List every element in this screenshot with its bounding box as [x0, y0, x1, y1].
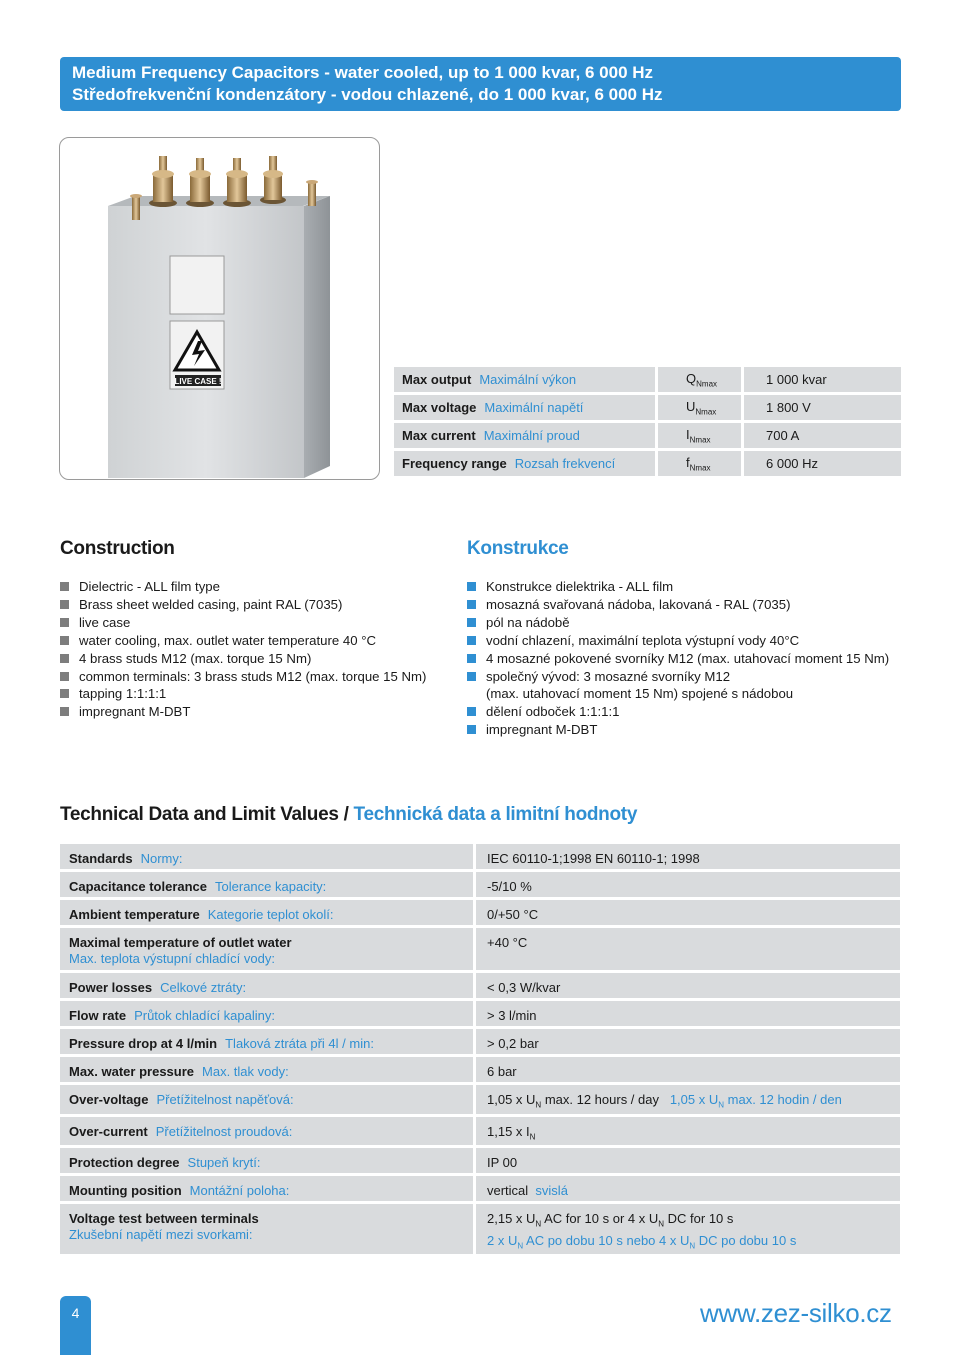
list-item: impregnant M-DBT [467, 721, 907, 739]
construction-list [60, 578, 460, 721]
table-row: Standards Normy: IEC 60110-1;1998 EN 60110-1; 1998 [60, 844, 900, 869]
warning-label: LIVE CASE ! [174, 377, 222, 386]
list-item: impregnant M-DBT [60, 703, 460, 721]
title-en: Medium Frequency Capacitors - water cooled, up to 1 000 kvar, 6 000 Hz [72, 63, 654, 82]
rating-label-cell [394, 423, 658, 448]
list-item: tapping 1:1:1:1 [60, 685, 460, 703]
rating-label-cell [394, 395, 658, 420]
rating-label-cell [394, 367, 658, 392]
rating-value: 1 800 V [744, 395, 901, 420]
rating-symbol: $f_{Nmax}$ [658, 451, 744, 476]
rating-label: Max output [402, 372, 472, 387]
construction-title: Construction [60, 538, 175, 559]
table-row: Mounting position Montážní poloha: vertical svislá [60, 1176, 900, 1201]
ratings-table [394, 364, 901, 479]
rating-label-cz: Maximální napětí [484, 400, 584, 415]
rating-label: Max voltage [402, 400, 477, 415]
table-row: Capacitance tolerance Tolerance kapacity: -5/10 % [60, 872, 900, 897]
title-cz: Středofrekvenční kondenzátory - vodou chlazené, do 1 000 kvar, 6 000 Hz [72, 85, 663, 104]
rating-value: 1 000 kvar [744, 367, 901, 392]
table-row: Voltage test between terminals Zkušební napětí mezi svorkami: 2,15 x $U_N$ AC for 10 s or 4 x $U_N$ DC for 10 s 2 x $U_N$ AC po dobu 10 s nebo 4 x $U_N$ DC po dobu 10 s [60, 1204, 900, 1254]
rating-label-cell [394, 451, 658, 476]
table-row: Over-current Přetížitelnost proudová: 1,15 x $I_N$ [60, 1117, 900, 1146]
list-item: Dielectric - ALL film type [60, 578, 460, 596]
rating-label-cz: Maximální výkon [479, 372, 577, 387]
table-row: Ambient temperature Kategorie teplot okolí: 0/+50 °C [60, 900, 900, 925]
rating-symbol: $I_{Nmax}$ [658, 423, 744, 448]
konstrukce-title: Konstrukce [467, 538, 569, 559]
list-item: water cooling, max. outlet water temperature 40 °C [60, 632, 460, 650]
list-item: 4 brass studs M12 (max. torque 15 Nm) [60, 650, 460, 668]
list-item: dělení odboček 1:1:1:1 [467, 703, 907, 721]
list-item: společný vývod: 3 mosazné svorníky M12 (max. utahovací moment 15 Nm) spojené s nádobou [467, 668, 907, 704]
table-row: Protection degree Stupeň krytí: IP 00 [60, 1148, 900, 1173]
capacitor-illustration [60, 138, 380, 480]
rating-label-cz: Maximální proud [483, 428, 580, 443]
website-link[interactable]: www.zez-silko.cz [700, 1298, 892, 1328]
table-row: Power losses Celkové ztráty: < 0,3 W/kvar [60, 973, 900, 998]
table-row [394, 395, 901, 420]
title-banner [60, 57, 901, 111]
table-row: Maximal temperature of outlet water Max. teplota výstupní chladící vody: +40 °C [60, 928, 900, 970]
table-row [394, 423, 901, 448]
list-item: Konstrukce dielektrika - ALL film [467, 578, 907, 596]
list-item: Brass sheet welded casing, paint RAL (7035) [60, 596, 460, 614]
rating-label-cz: Rozsah frekvencí [514, 456, 616, 471]
table-row: Over-voltage Přetížitelnost napěťová: 1,05 x $U_N$ max. 12 hours / day 1,05 x $U_N$ max. 12 hodin / den [60, 1085, 900, 1114]
table-row: Pressure drop at 4 l/min Tlaková ztráta při 4l / min: > 0,2 bar [60, 1029, 900, 1054]
tech-title-en: Technical Data and Limit Values / [60, 804, 354, 825]
rating-label: Frequency range [402, 456, 507, 471]
table-row [394, 367, 901, 392]
tech-title [60, 804, 637, 826]
rating-value: 6 000 Hz [744, 451, 901, 476]
list-item: pól na nádobě [467, 614, 907, 632]
table-row [394, 451, 901, 476]
list-item: common terminals: 3 brass studs M12 (max. torque 15 Nm) [60, 668, 460, 686]
table-row: Flow rate Průtok chladící kapaliny: > 3 l/min [60, 1001, 900, 1026]
rating-label: Max current [402, 428, 476, 443]
page-number: 4 [60, 1296, 91, 1355]
rating-symbol: $Q_{Nmax}$ [658, 367, 744, 392]
list-item: vodní chlazení, maximální teplota výstupní vody 40°C [467, 632, 907, 650]
list-item: mosazná svařovaná nádoba, lakovaná - RAL (7035) [467, 596, 907, 614]
konstrukce-list [467, 578, 907, 739]
product-photo-frame [59, 137, 380, 480]
rating-value: 700 A [744, 423, 901, 448]
tech-table [60, 841, 900, 1257]
tech-title-cz: Technická data a limitní hodnoty [353, 804, 638, 825]
rating-symbol: $U_{Nmax}$ [658, 395, 744, 420]
table-row: Max. water pressure Max. tlak vody: 6 bar [60, 1057, 900, 1082]
list-item: 4 mosazné pokovené svorníky M12 (max. utahovací moment 15 Nm) [467, 650, 907, 668]
list-item: live case [60, 614, 460, 632]
